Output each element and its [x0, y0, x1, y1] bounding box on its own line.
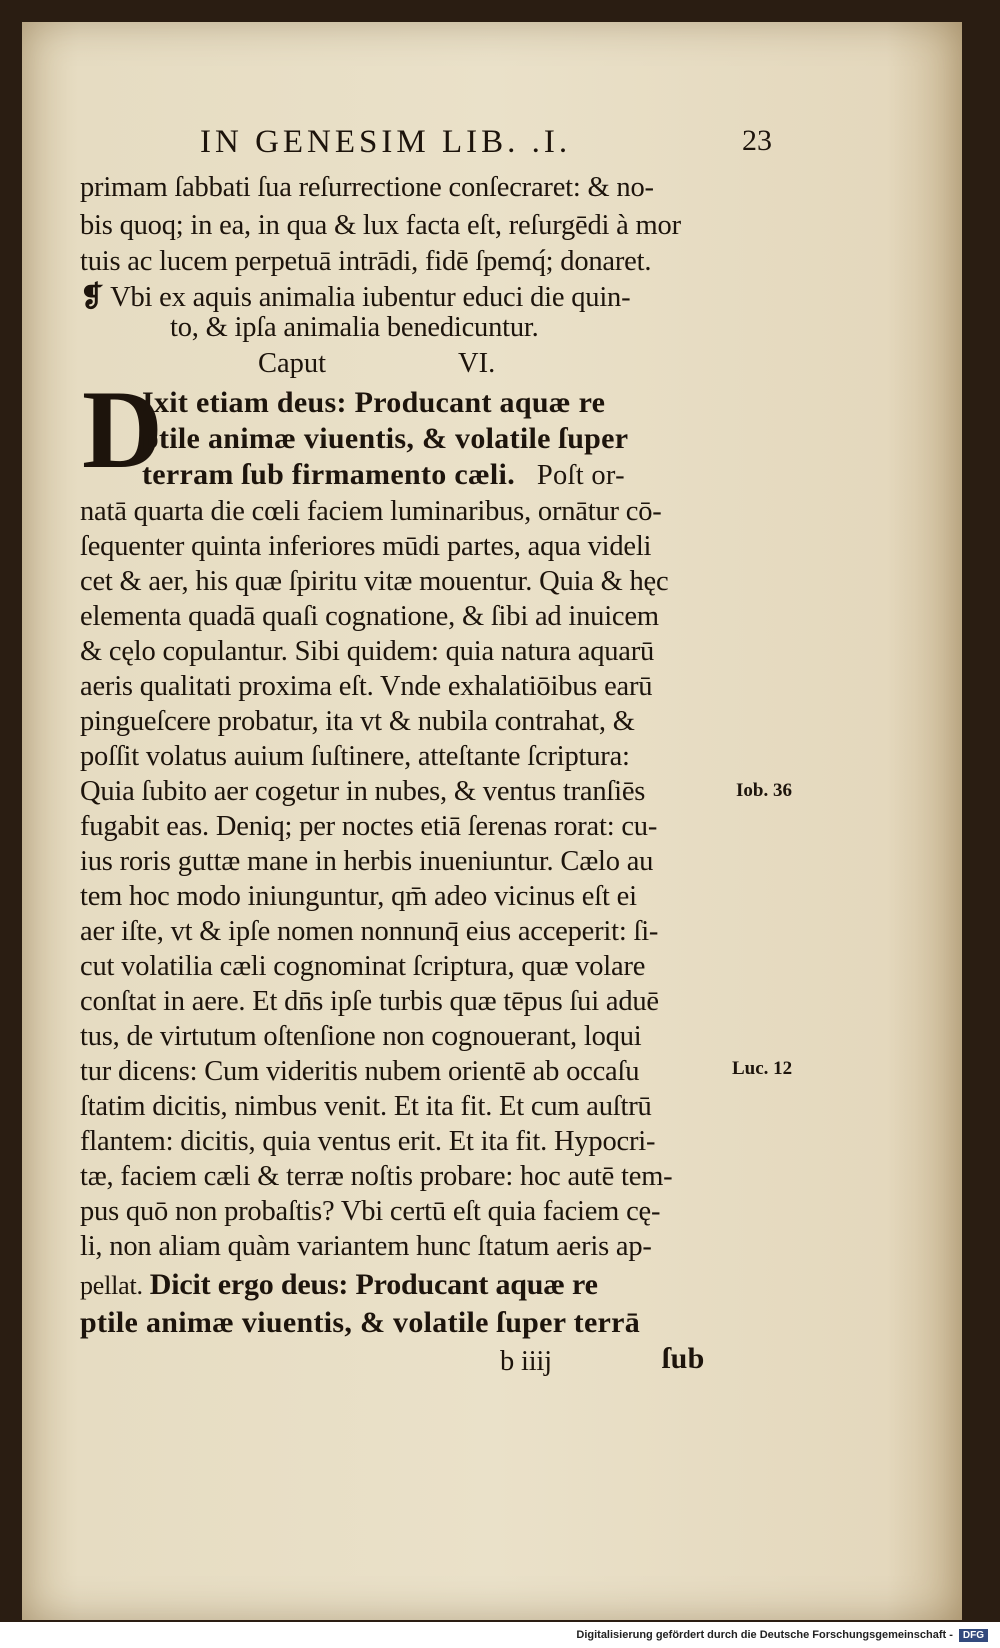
- gothic-text: Dicit ergo deus: Producant aquæ re: [149, 1268, 598, 1301]
- rubric-text: Vbi ex aquis animalia iubentur educi die quin-: [110, 282, 631, 313]
- gothic-line: ptile animæ viuentis, & volatile ſuper terrā: [80, 1306, 641, 1339]
- margin-note-job: Iob. 36: [736, 780, 792, 801]
- text-line: primam ſabbati ſua reſurrectione conſecraret: & no-: [80, 172, 654, 203]
- gothic-line: [142, 460, 625, 491]
- catchword: ſub: [662, 1342, 705, 1375]
- rubric-line: to, & ipſa animalia benedicuntur.: [170, 312, 539, 343]
- text-line: pus quō non probaſtis? Vbi certū eſt quia faciem cę-: [80, 1196, 661, 1227]
- mixed-line: [80, 1270, 598, 1301]
- text-line: pingueſcere probatur, ita vt & nubila contrahat, &: [80, 706, 635, 737]
- rubric-line: [80, 284, 630, 313]
- book-page: [22, 22, 962, 1620]
- text-line: fugabit eas. Deniq; per noctes etiā ſerenas rorat: cu-: [80, 811, 658, 842]
- text-line: tem hoc modo iniunguntur, qm̄ adeo vicinus eſt ei: [80, 881, 637, 912]
- text-line: cet & aer, his quæ ſpiritu vitæ mouentur. Quia & hęc: [80, 566, 669, 597]
- text-line: li, non aliam quàm variantem hunc ſtatum aeris ap-: [80, 1231, 652, 1262]
- chapter-label: Caput: [258, 348, 327, 379]
- text-line: flantem: dicitis, quia ventus erit. Et ita fit. Hypocri-: [80, 1126, 656, 1157]
- running-head: IN GENESIM LIB. .I.: [200, 124, 572, 160]
- text-line: cut volatilia cæli cognominat ſcriptura, quæ volare: [80, 951, 646, 982]
- text-line: conſtat in aere. Et dn̄s ipſe turbis quæ tēpus ſui aduē: [80, 986, 659, 1017]
- text-line: ius roris guttæ mane in herbis inueniuntur. Cælo au: [80, 846, 654, 877]
- text-line: aeris qualitati proxima eſt. Vnde exhalatiōibus earū: [80, 671, 653, 702]
- gothic-line: ptile animæ viuentis, & volatile ſuper: [142, 422, 629, 455]
- text-line: tuis ac lucem perpetuā intrādi, fidē ſpemq́; donaret.: [80, 246, 652, 277]
- footer-text: Digitalisierung gefördert durch die Deutsche Forschungsgemeinschaft -: [576, 1629, 953, 1641]
- page-number: 23: [742, 124, 772, 157]
- drop-cap-initial: D: [82, 368, 163, 492]
- text-lead: pellat.: [80, 1271, 143, 1300]
- text-line: & cęlo copulantur. Sibi quidem: quia natura aquarū: [80, 636, 655, 667]
- text-line: tur dicens: Cum videritis nubem orientē ab occaſu: [80, 1056, 640, 1087]
- text-line: ſtatim dicitis, nimbus venit. Et ita fit. Et cum auſtrū: [80, 1091, 652, 1122]
- text-line: ſequenter quinta inferiores mūdi partes, aqua videli: [80, 531, 652, 562]
- text-line: tus, de virtutum oſtenſione non cognouerant, loqui: [80, 1021, 642, 1052]
- gothic-line: Ixit etiam deus: Producant aquæ re: [142, 386, 606, 419]
- pilcrow-icon: ❡: [80, 282, 104, 313]
- text-line: aer iſte, vt & ipſe nomen nonnunq̄ eius acceperit: ſi-: [80, 916, 659, 947]
- text-continuation: Poſt or-: [536, 460, 625, 491]
- dfg-logo: DFG: [959, 1629, 988, 1642]
- text-line: Quia ſubito aer cogetur in nubes, & ventus tranſiēs: [80, 776, 646, 807]
- signature-mark: b iiij: [500, 1346, 552, 1377]
- gothic-text: terram ſub firmamento cæli.: [142, 458, 515, 491]
- text-line: tæ, faciem cæli & terræ noſtis probare: hoc autē tem-: [80, 1161, 673, 1192]
- text-line: bis quoq; in ea, in qua & lux facta eſt, reſurgēdi à mor: [80, 210, 681, 241]
- text-line: elementa quadā quaſi cognatione, & ſibi ad inuicem: [80, 601, 659, 632]
- digitization-footer: [0, 1622, 1000, 1648]
- margin-note-luc: Luc. 12: [732, 1058, 793, 1079]
- text-line: poſſit volatus auium ſuſtinere, atteſtante ſcriptura:: [80, 741, 630, 772]
- text-line: natā quarta die cœli faciem luminaribus, ornātur cō-: [80, 496, 662, 527]
- chapter-number: VI.: [458, 348, 496, 379]
